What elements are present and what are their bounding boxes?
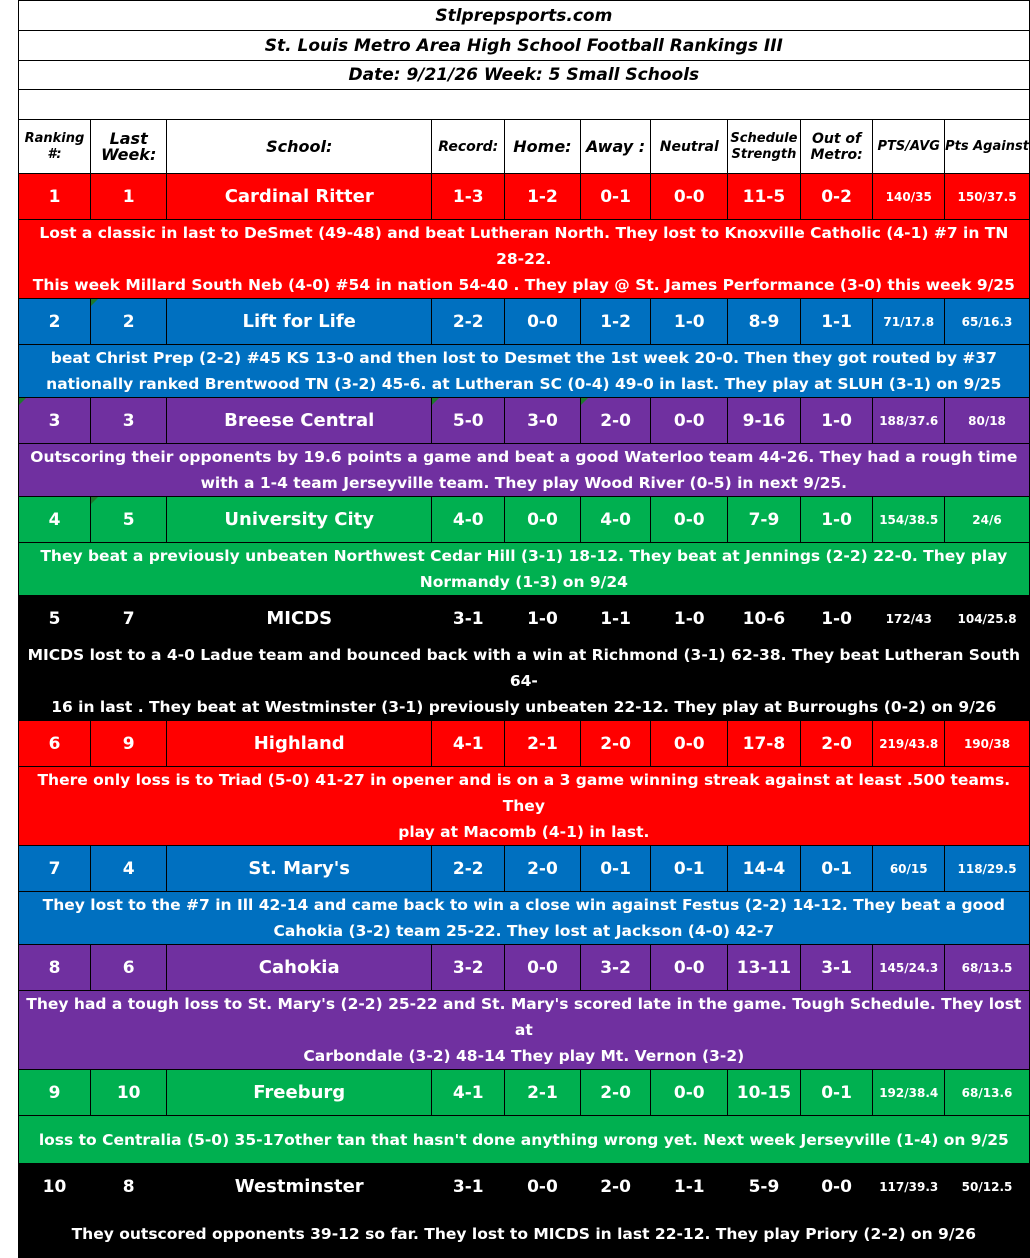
- col-last-header: Last Week:: [91, 120, 167, 174]
- team-record: 4-1: [432, 1070, 505, 1116]
- team-away: 2-0: [580, 721, 651, 767]
- team-home: 0-0: [505, 945, 581, 991]
- team-pts-avg: 117/39.3: [873, 1164, 945, 1210]
- team-description-row: [0, 892, 1030, 945]
- team-home: 1-2: [505, 174, 581, 220]
- team-home: 1-0: [505, 596, 581, 642]
- team-description-row: [0, 1210, 1030, 1258]
- team-neutral: 0-0: [651, 497, 728, 543]
- row-gutter: [0, 767, 18, 846]
- team-description: [18, 1210, 1029, 1258]
- team-away: 0-1: [580, 174, 651, 220]
- team-record: 3-1: [432, 1164, 505, 1210]
- team-last-week: 10: [91, 1070, 167, 1116]
- team-schedule-strength: 11-5: [728, 174, 801, 220]
- team-out-of-metro: 0-1: [800, 1070, 873, 1116]
- team-pts-avg: 154/38.5: [873, 497, 945, 543]
- team-description: [18, 1116, 1029, 1164]
- team-pts-against: 80/18: [945, 398, 1030, 444]
- team-description: [18, 767, 1029, 846]
- team-row: [0, 846, 1030, 892]
- team-schedule-strength: 7-9: [728, 497, 801, 543]
- team-schedule-strength: 13-11: [728, 945, 801, 991]
- team-last-week: 4: [91, 846, 167, 892]
- team-pts-against: 190/38: [945, 721, 1030, 767]
- col-pts-against-header: Pts Against: [945, 120, 1030, 174]
- team-school: MICDS: [167, 596, 432, 642]
- row-gutter: [0, 1210, 18, 1258]
- team-rank: 7: [18, 846, 91, 892]
- team-record: 2-2: [432, 846, 505, 892]
- col-neutral-header: Neutral: [651, 120, 728, 174]
- team-record: 3-1: [432, 596, 505, 642]
- team-description-row: [0, 444, 1030, 497]
- team-neutral: 0-0: [651, 721, 728, 767]
- team-last-week: 9: [91, 721, 167, 767]
- row-gutter: [0, 596, 18, 642]
- team-description: [18, 991, 1029, 1070]
- team-away: 0-1: [580, 846, 651, 892]
- description-line: They had a tough loss to St. Mary's (2-2) 25-22 and St. Mary's scored late in the game. Tough Schedule. They lost at: [26, 995, 1022, 1039]
- team-out-of-metro: 2-0: [800, 721, 873, 767]
- description-line: Carbondale (3-2) 48-14 They play Mt. Vernon (3-2): [303, 1047, 745, 1065]
- team-schedule-strength: 14-4: [728, 846, 801, 892]
- team-away: 1-1: [580, 596, 651, 642]
- team-home: 0-0: [505, 299, 581, 345]
- team-school: Freeburg: [167, 1070, 432, 1116]
- team-away: 3-2: [580, 945, 651, 991]
- team-last-week: 1: [91, 174, 167, 220]
- row-gutter: [0, 220, 18, 299]
- col-away-header: Away :: [580, 120, 651, 174]
- team-schedule-strength: 9-16: [728, 398, 801, 444]
- team-rank: 3: [18, 398, 91, 444]
- team-description-row: [0, 345, 1030, 398]
- team-row: [0, 721, 1030, 767]
- team-out-of-metro: 0-0: [800, 1164, 873, 1210]
- team-pts-against: 65/16.3: [945, 299, 1030, 345]
- row-gutter: [0, 543, 18, 596]
- team-rows: [0, 174, 1030, 1258]
- team-neutral: 0-0: [651, 945, 728, 991]
- description-line: They lost to the #7 in Ill 42-14 and came back to win a close win against Festus (2-2) 14-12. They beat a good: [42, 896, 1006, 914]
- team-school: Cardinal Ritter: [167, 174, 432, 220]
- team-neutral: 1-0: [651, 299, 728, 345]
- team-away: 4-0: [580, 497, 651, 543]
- team-out-of-metro: 1-0: [800, 398, 873, 444]
- row-gutter: [0, 945, 18, 991]
- team-school: Cahokia: [167, 945, 432, 991]
- col-schedule-header: Schedule Strength: [728, 120, 801, 174]
- team-rank: 10: [18, 1164, 91, 1210]
- team-neutral: 1-0: [651, 596, 728, 642]
- team-school: Highland: [167, 721, 432, 767]
- row-gutter: [0, 345, 18, 398]
- col-rank-header: Ranking #:: [18, 120, 91, 174]
- team-schedule-strength: 8-9: [728, 299, 801, 345]
- team-record: 1-3: [432, 174, 505, 220]
- description-line: beat Christ Prep (2-2) #45 KS 13-0 and then lost to Desmet the 1st week 20-0. Then they got routed by #37: [50, 349, 997, 367]
- description-line: Normandy (1-3) on 9/24: [419, 573, 628, 591]
- team-out-of-metro: 1-0: [800, 596, 873, 642]
- team-record: 5-0: [432, 398, 505, 444]
- description-line: Cahokia (3-2) team 25-22. They lost at Jackson (4-0) 42-7: [273, 922, 775, 940]
- team-away: 1-2: [580, 299, 651, 345]
- team-description: [18, 444, 1029, 497]
- team-school: St. Mary's: [167, 846, 432, 892]
- team-pts-against: 104/25.8: [945, 596, 1030, 642]
- team-last-week: 6: [91, 945, 167, 991]
- team-pts-against: 50/12.5: [945, 1164, 1030, 1210]
- row-gutter: [0, 398, 18, 444]
- description-line: Outscoring their opponents by 19.6 points a game and beat a good Waterloo team 44-26. They had a rough time: [30, 448, 1018, 466]
- team-pts-avg: 219/43.8: [873, 721, 945, 767]
- team-row: [0, 945, 1030, 991]
- team-rank: 8: [18, 945, 91, 991]
- team-pts-avg: 172/43: [873, 596, 945, 642]
- team-home: 2-1: [505, 721, 581, 767]
- team-home: 0-0: [505, 497, 581, 543]
- team-out-of-metro: 3-1: [800, 945, 873, 991]
- description-line: They beat a previously unbeaten Northwest Cedar Hill (3-1) 18-12. They beat at Jennings (2-2) 22-0. They play: [40, 547, 1008, 565]
- team-away: 2-0: [580, 398, 651, 444]
- team-away: 2-0: [580, 1164, 651, 1210]
- team-row: [0, 398, 1030, 444]
- team-rank: 6: [18, 721, 91, 767]
- team-rank: 4: [18, 497, 91, 543]
- description-line: with a 1-4 team Jerseyville team. They play Wood River (0-5) in next 9/25.: [200, 474, 848, 492]
- row-gutter: [0, 721, 18, 767]
- team-pts-against: 68/13.5: [945, 945, 1030, 991]
- team-rank: 2: [18, 299, 91, 345]
- team-last-week: 2: [91, 299, 167, 345]
- team-home: 0-0: [505, 1164, 581, 1210]
- row-gutter: [0, 61, 18, 90]
- description-line: They outscored opponents 39-12 so far. They lost to MICDS in last 22-12. They play Priory (2-2) on 9/26: [71, 1224, 977, 1243]
- team-description: [18, 642, 1029, 721]
- row-gutter: [0, 991, 18, 1070]
- team-school: Lift for Life: [167, 299, 432, 345]
- team-description-row: [0, 1116, 1030, 1164]
- team-school: Breese Central: [167, 398, 432, 444]
- team-row: [0, 1070, 1030, 1116]
- team-row: [0, 174, 1030, 220]
- team-home: 2-0: [505, 846, 581, 892]
- team-neutral: 0-1: [651, 846, 728, 892]
- team-pts-against: 150/37.5: [945, 174, 1030, 220]
- team-description-row: [0, 220, 1030, 299]
- description-line: 16 in last . They beat at Westminster (3-1) previously unbeaten 22-12. They play at Burroughs (0-2) on 9/26: [51, 698, 997, 716]
- row-gutter: [0, 1116, 18, 1164]
- team-description: [18, 543, 1029, 596]
- team-row: [0, 596, 1030, 642]
- team-neutral: 0-0: [651, 1070, 728, 1116]
- team-pts-avg: 188/37.6: [873, 398, 945, 444]
- description-line: play at Macomb (4-1) in last.: [398, 823, 650, 841]
- team-schedule-strength: 5-9: [728, 1164, 801, 1210]
- row-gutter: [0, 846, 18, 892]
- team-record: 3-2: [432, 945, 505, 991]
- row-gutter: [0, 174, 18, 220]
- team-schedule-strength: 17-8: [728, 721, 801, 767]
- team-rank: 1: [18, 174, 91, 220]
- team-out-of-metro: 0-2: [800, 174, 873, 220]
- description-line: Lost a classic in last to DeSmet (49-48) and beat Lutheran North. They lost to Knoxville Catholic (4-1) #7 in TN 28-22.: [39, 224, 1009, 268]
- team-pts-avg: 192/38.4: [873, 1070, 945, 1116]
- row-gutter: [0, 31, 18, 61]
- description-line: loss to Centralia (5-0) 35-17other tan that hasn't done anything wrong yet. Next week Jerseyville (1-4) on 9/25: [38, 1130, 1009, 1149]
- team-description: [18, 220, 1029, 299]
- team-row: [0, 497, 1030, 543]
- team-record: 2-2: [432, 299, 505, 345]
- team-record: 4-1: [432, 721, 505, 767]
- team-pts-avg: 60/15: [873, 846, 945, 892]
- site-name: Stlprepsports.com: [18, 1, 1029, 31]
- team-school: University City: [167, 497, 432, 543]
- team-school: Westminster: [167, 1164, 432, 1210]
- team-description-row: [0, 543, 1030, 596]
- blank-row: [18, 90, 1029, 120]
- team-neutral: 1-1: [651, 1164, 728, 1210]
- team-home: 3-0: [505, 398, 581, 444]
- team-away: 2-0: [580, 1070, 651, 1116]
- page-title: St. Louis Metro Area High School Football Rankings III: [18, 31, 1029, 61]
- description-line: This week Millard South Neb (4-0) #54 in nation 54-40 . They play @ St. James Performance (3-0) this week 9/25: [32, 276, 1015, 294]
- row-gutter: [0, 299, 18, 345]
- description-line: MICDS lost to a 4-0 Ladue team and bounced back with a win at Richmond (3-1) 62-38. They beat Lutheran South 64-: [27, 646, 1021, 690]
- team-pts-against: 68/13.6: [945, 1070, 1030, 1116]
- team-out-of-metro: 1-0: [800, 497, 873, 543]
- row-gutter: [0, 1, 18, 31]
- row-gutter: [0, 90, 18, 120]
- team-out-of-metro: 0-1: [800, 846, 873, 892]
- row-gutter: [0, 444, 18, 497]
- team-neutral: 0-0: [651, 398, 728, 444]
- row-gutter: [0, 642, 18, 721]
- team-row: [0, 1164, 1030, 1210]
- col-school-header: School:: [167, 120, 432, 174]
- team-pts-against: 24/6: [945, 497, 1030, 543]
- team-description: [18, 892, 1029, 945]
- team-pts-avg: 71/17.8: [873, 299, 945, 345]
- team-record: 4-0: [432, 497, 505, 543]
- row-gutter: [0, 1070, 18, 1116]
- col-record-header: Record:: [432, 120, 505, 174]
- team-last-week: 3: [91, 398, 167, 444]
- page-subtitle: Date: 9/21/26 Week: 5 Small Schools: [18, 61, 1029, 90]
- team-rank: 5: [18, 596, 91, 642]
- col-out-of-metro-header: Out of Metro:: [800, 120, 873, 174]
- team-pts-avg: 145/24.3: [873, 945, 945, 991]
- description-line: nationally ranked Brentwood TN (3-2) 45-6. at Lutheran SC (0-4) 49-0 in last. They play at SLUH (3-1) on 9/25: [46, 375, 1002, 393]
- team-last-week: 5: [91, 497, 167, 543]
- col-home-header: Home:: [505, 120, 581, 174]
- team-last-week: 8: [91, 1164, 167, 1210]
- row-gutter: [0, 1164, 18, 1210]
- team-description-row: [0, 767, 1030, 846]
- team-row: [0, 299, 1030, 345]
- team-schedule-strength: 10-6: [728, 596, 801, 642]
- team-pts-against: 118/29.5: [945, 846, 1030, 892]
- team-description-row: [0, 991, 1030, 1070]
- team-rank: 9: [18, 1070, 91, 1116]
- row-gutter: [0, 497, 18, 543]
- team-pts-avg: 140/35: [873, 174, 945, 220]
- column-header-row: [0, 120, 1030, 174]
- team-home: 2-1: [505, 1070, 581, 1116]
- description-line: There only loss is to Triad (5-0) 41-27 in opener and is on a 3 game winning streak against at least .500 teams. They: [37, 771, 1011, 815]
- team-neutral: 0-0: [651, 174, 728, 220]
- team-description-row: [0, 642, 1030, 721]
- row-gutter: [0, 120, 18, 174]
- team-description: [18, 345, 1029, 398]
- row-gutter: [0, 892, 18, 945]
- col-pts-header: PTS/AVG: [873, 120, 945, 174]
- team-schedule-strength: 10-15: [728, 1070, 801, 1116]
- team-last-week: 7: [91, 596, 167, 642]
- team-out-of-metro: 1-1: [800, 299, 873, 345]
